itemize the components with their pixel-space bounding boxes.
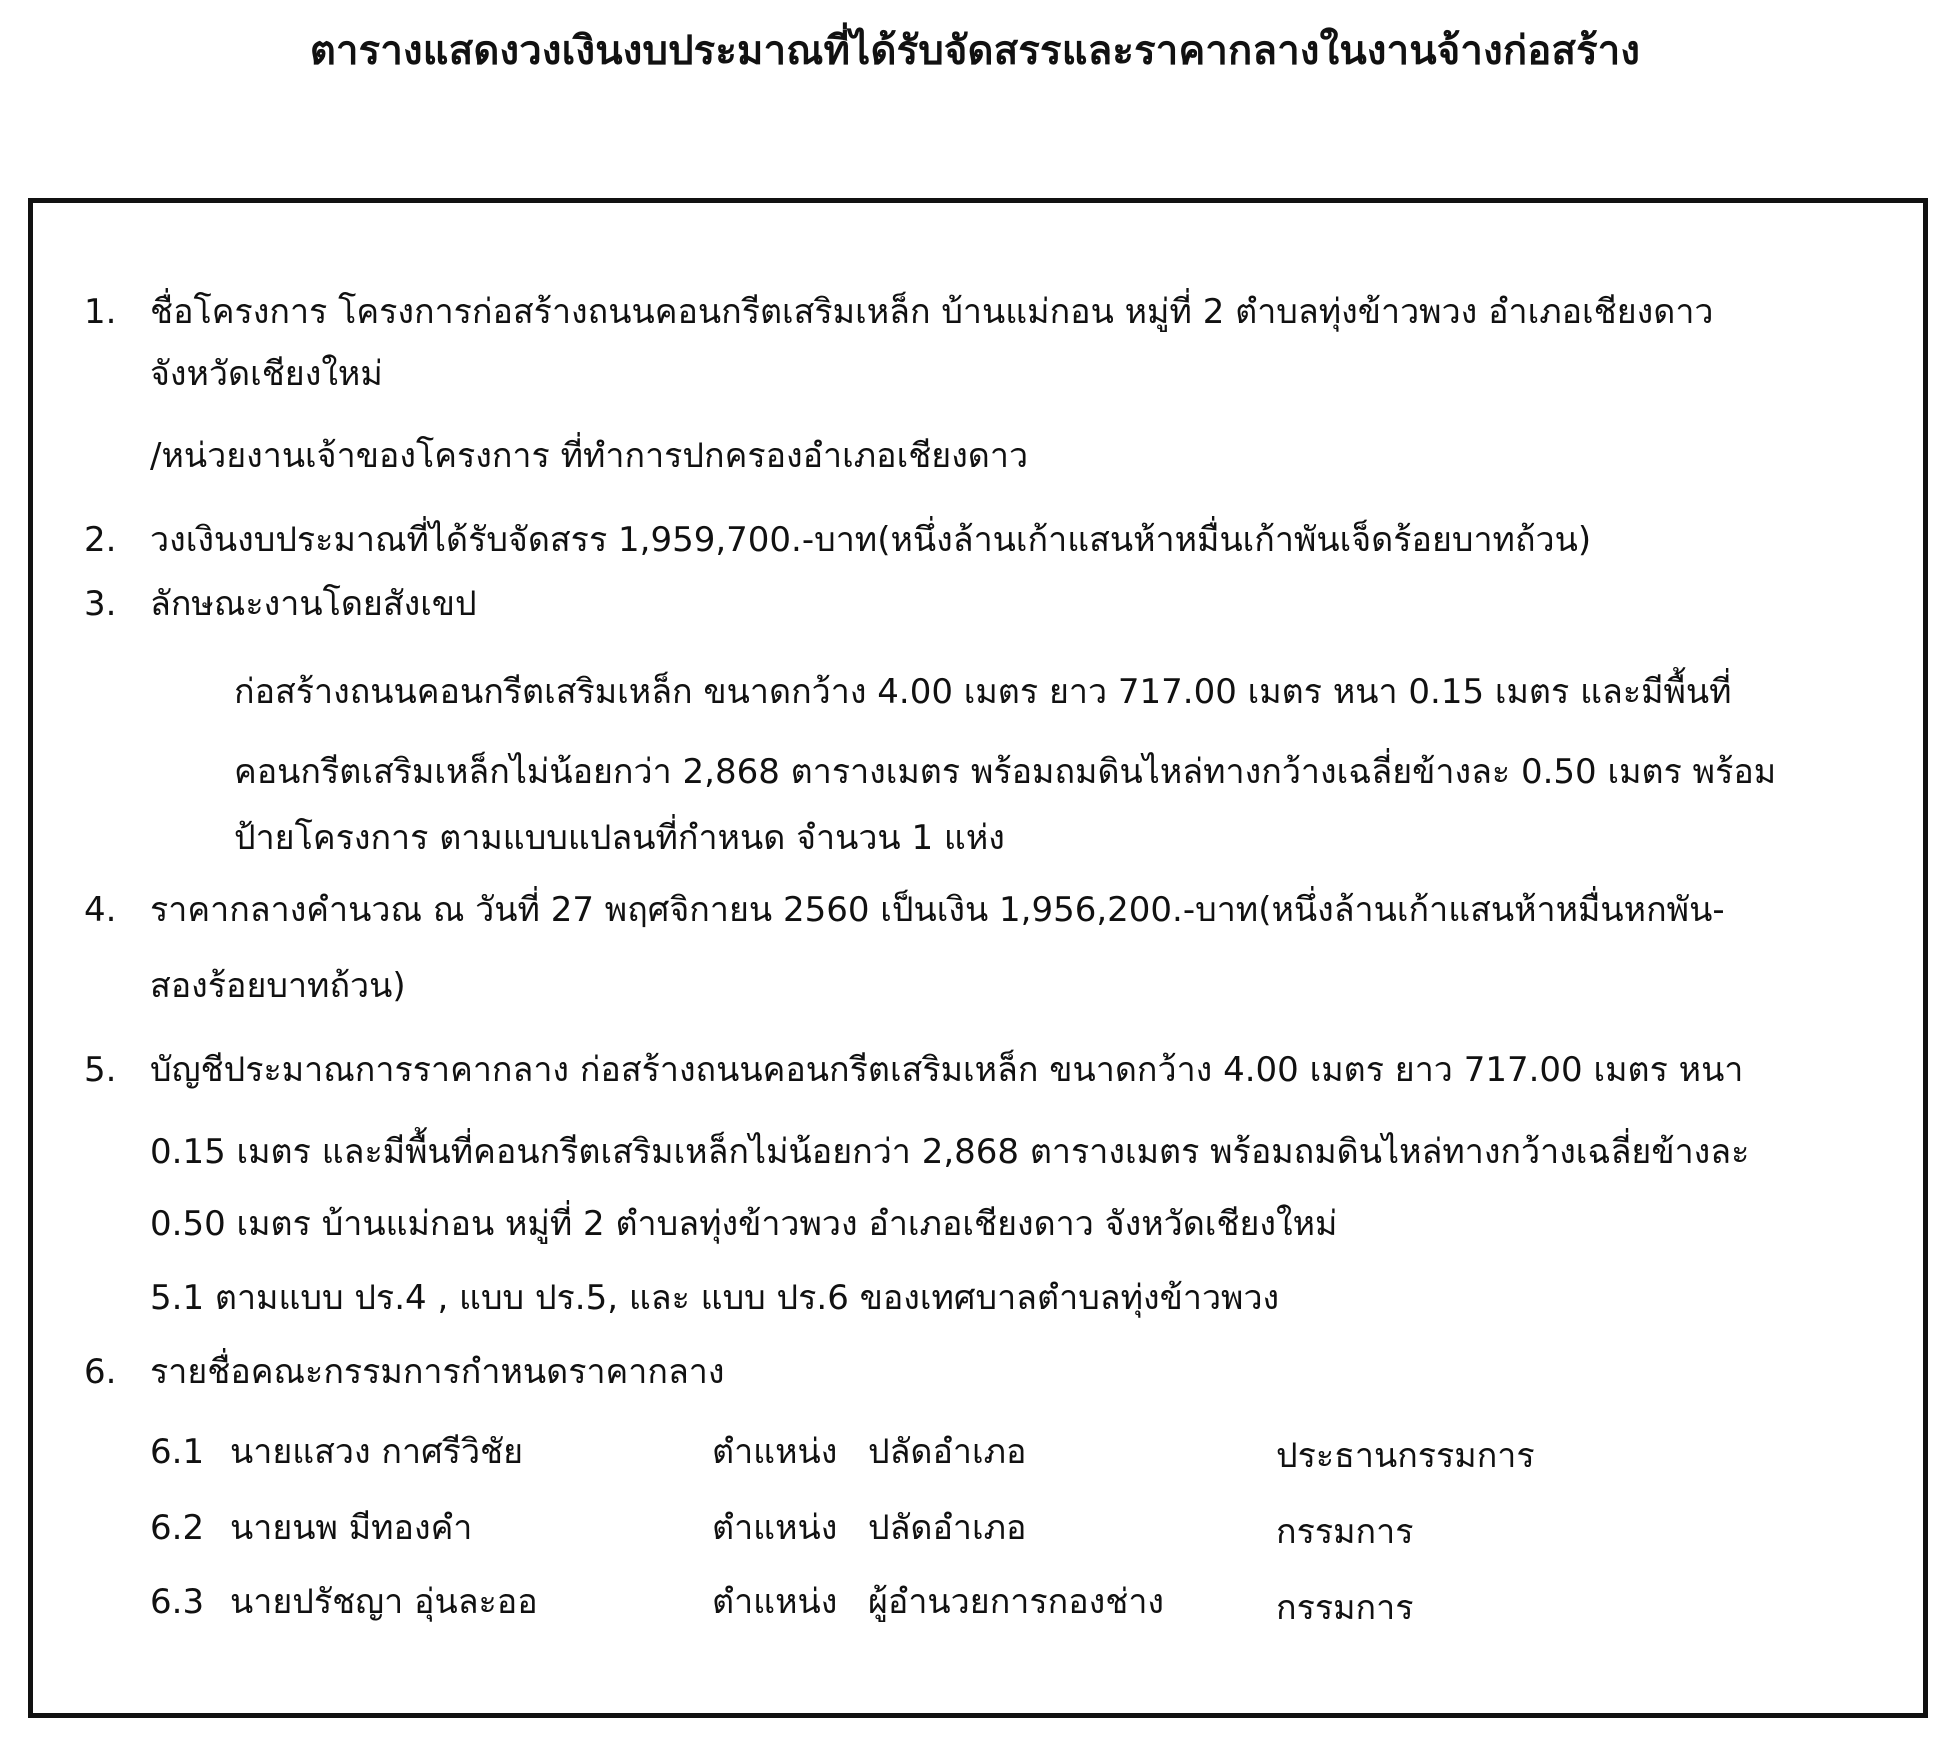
committee-3-position-label: ตำแหน่ง [712, 1582, 838, 1622]
item-5-line-4: 5.1 ตามแบบ ปร.4 , แบบ ปร.5, และ แบบ ปร.6 ของเทศบาลตำบลทุ่งข้าวพวง [150, 1278, 1280, 1318]
committee-2-role: กรรมการ [1276, 1512, 1414, 1552]
item-3-line-3: คอนกรีตเสริมเหล็กไม่น้อยกว่า 2,868 ตารางเมตร พร้อมถมดินไหล่ทางกว้างเฉลี่ยข้างละ 0.50 เมตร พร้อม [234, 752, 1777, 792]
committee-1-name: นายแสวง กาศรีวิชัย [230, 1432, 524, 1472]
committee-1-position-label: ตำแหน่ง [712, 1432, 838, 1472]
committee-3-role: กรรมการ [1276, 1588, 1414, 1628]
item-3-line-1: ลักษณะงานโดยสังเขป [150, 584, 477, 624]
committee-1-position: ปลัดอำเภอ [868, 1432, 1027, 1472]
content-box [28, 198, 1928, 1718]
item-1-line-3: /หน่วยงานเจ้าของโครงการ ที่ทำการปกครองอำเภอเชียงดาว [150, 436, 1029, 476]
item-4-number: 4. [84, 890, 117, 930]
committee-1-role: ประธานกรรมการ [1276, 1436, 1535, 1476]
item-6-number: 6. [84, 1352, 117, 1392]
item-3-line-2: ก่อสร้างถนนคอนกรีตเสริมเหล็ก ขนาดกว้าง 4.00 เมตร ยาว 717.00 เมตร หนา 0.15 เมตร และมีพื้นที่ [234, 672, 1732, 712]
page-title: ตารางแสดงวงเงินงบประมาณที่ได้รับจัดสรรและราคากลางในงานจ้างก่อสร้าง [309, 28, 1641, 74]
item-2-number: 2. [84, 520, 117, 560]
committee-1-number: 6.1 [150, 1432, 205, 1472]
committee-3-position: ผู้อำนวยการกองช่าง [868, 1582, 1165, 1622]
item-5-number: 5. [84, 1050, 117, 1090]
item-3-number: 3. [84, 584, 117, 624]
item-1-line-1: ชื่อโครงการ โครงการก่อสร้างถนนคอนกรีตเสริมเหล็ก บ้านแม่กอน หมู่ที่ 2 ตำบลทุ่งข้าวพวง อำเภอเชียงดาว [150, 292, 1714, 332]
item-5-line-3: 0.50 เมตร บ้านแม่กอน หมู่ที่ 2 ตำบลทุ่งข้าวพวง อำเภอเชียงดาว จังหวัดเชียงใหม่ [150, 1204, 1338, 1244]
committee-2-position: ปลัดอำเภอ [868, 1508, 1027, 1548]
item-5-line-1: บัญชีประมาณการราคากลาง ก่อสร้างถนนคอนกรีตเสริมเหล็ก ขนาดกว้าง 4.00 เมตร ยาว 717.00 เมตร หนา [150, 1050, 1744, 1090]
item-5-line-2: 0.15 เมตร และมีพื้นที่คอนกรีตเสริมเหล็กไม่น้อยกว่า 2,868 ตารางเมตร พร้อมถมดินไหล่ทางกว้างเฉลี่ยข้างละ [150, 1132, 1750, 1172]
committee-2-position-label: ตำแหน่ง [712, 1508, 838, 1548]
item-4-line-1: ราคากลางคำนวณ ณ วันที่ 27 พฤศจิกายน 2560 เป็นเงิน 1,956,200.-บาท(หนึ่งล้านเก้าแสนห้าหมื่นหกพัน- [150, 890, 1725, 930]
item-2-line-1: วงเงินงบประมาณที่ได้รับจัดสรร 1,959,700.-บาท(หนึ่งล้านเก้าแสนห้าหมื่นเก้าพันเจ็ดร้อยบาทถ้วน) [150, 520, 1592, 560]
item-6-line-1: รายชื่อคณะกรรมการกำหนดราคากลาง [150, 1352, 725, 1392]
committee-3-name: นายปรัชญา อุ่นละออ [230, 1582, 538, 1622]
committee-3-number: 6.3 [150, 1582, 205, 1622]
committee-2-number: 6.2 [150, 1508, 205, 1548]
item-4-line-2: สองร้อยบาทถ้วน) [150, 966, 406, 1006]
item-1-number: 1. [84, 292, 117, 332]
committee-2-name: นายนพ มีทองคำ [230, 1508, 473, 1548]
item-1-line-2: จังหวัดเชียงใหม่ [150, 354, 383, 394]
item-3-line-4: ป้ายโครงการ ตามแบบแปลนที่กำหนด จำนวน 1 แห่ง [234, 818, 1005, 858]
